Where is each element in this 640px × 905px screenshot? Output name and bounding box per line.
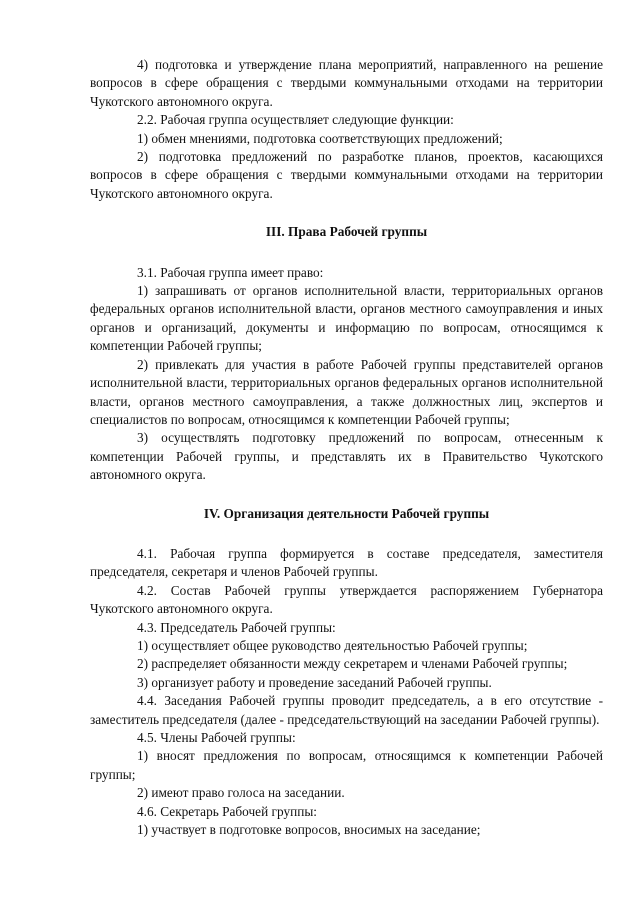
section-3-title: III. Права Рабочей группы (265, 224, 428, 240)
paragraph-4-6-item-1: 1) участвует в подготовке вопросов, вносимых на заседание; (137, 822, 481, 838)
paragraph-4-6: 4.6. Секретарь Рабочей группы: (137, 803, 317, 819)
paragraph-4-3-item-2: 2) распределяет обязанности между секретарем и членами Рабочей группы; (137, 656, 568, 672)
spacer (90, 485, 603, 505)
paragraph-4-5-item-1: 1) вносят предложения по вопросам, относящимся к компетенции Рабочей группы; (90, 748, 603, 782)
paragraph-3-1: 3.1. Рабочая группа имеет право: (137, 264, 324, 280)
spacer (90, 242, 603, 264)
paragraph-3-1-item-3: 3) осуществлять подготовку предложений по вопросам, отнесенным к компетенции Рабочей группы, и представлять их в Правительство Чукотского автономного округа. (90, 430, 603, 483)
section-4-title: IV. Организация деятельности Рабочей группы (203, 505, 490, 521)
paragraph-4-5: 4.5. Члены Рабочей группы: (137, 730, 296, 745)
paragraph-2-2-item-2: 2) подготовка предложений по разработке планов, проектов, касающихся вопросов в сфере обращения с твердыми коммунальными отходами на территории Чукотского автономного округа. (90, 149, 603, 201)
paragraph-4-4: 4.4. Заседания Рабочей группы проводит председатель, а в его отсутствие - заместитель председателя (далее - председательствующий на заседании Рабочей группы). (90, 693, 603, 727)
paragraph-4-3-item-1: 1) осуществляет общее руководство деятельностью Рабочей группы; (137, 637, 528, 653)
paragraph-2-2: 2.2. Рабочая группа осуществляет следующие функции: (137, 112, 454, 128)
paragraph-4-5-item-2: 2) имеют право голоса на заседании. (137, 785, 345, 801)
paragraph-2-1-item-4: 4) подготовка и утверждение плана мероприятий, направленного на решение вопросов в сфере обращения с твердыми коммунальными отходами на территории Чукотского автономного округа. (90, 57, 603, 109)
paragraph-4-1: 4.1. Рабочая группа формируется в составе председателя, заместителя председателя, секретаря и членов Рабочей группы. (90, 545, 603, 580)
paragraph-4-3-item-3: 3) организует работу и проведение заседаний Рабочей группы. (137, 674, 492, 690)
paragraph-3-1-item-2: 2) привлекать для участия в работе Рабочей группы представителей органов исполнительной власти, территориальных органов федеральных органов исполнительной власти, органов местного самоуправления, а также должностных лиц, экспертов и специалистов по вопросам, относящимся к компетенции Рабочей группы; (90, 356, 603, 427)
spacer (90, 523, 603, 545)
paragraph-4-2: 4.2. Состав Рабочей группы утверждается распоряжением Губернатора Чукотского автономного округа. (90, 582, 603, 617)
paragraph-3-1-item-1: 1) запрашивать от органов исполнительной власти, территориальных органов федеральных органов исполнительной власти, органов местного самоуправления и иных органов и организаций, документы и информацию по вопросам, относящимся к компетенции Рабочей группы; (90, 283, 603, 354)
document-page (90, 56, 603, 839)
paragraph-4-3: 4.3. Председатель Рабочей группы: (137, 619, 336, 635)
paragraph-2-2-item-1: 1) обмен мнениями, подготовка соответствующих предложений; (137, 130, 503, 146)
spacer (90, 203, 603, 223)
